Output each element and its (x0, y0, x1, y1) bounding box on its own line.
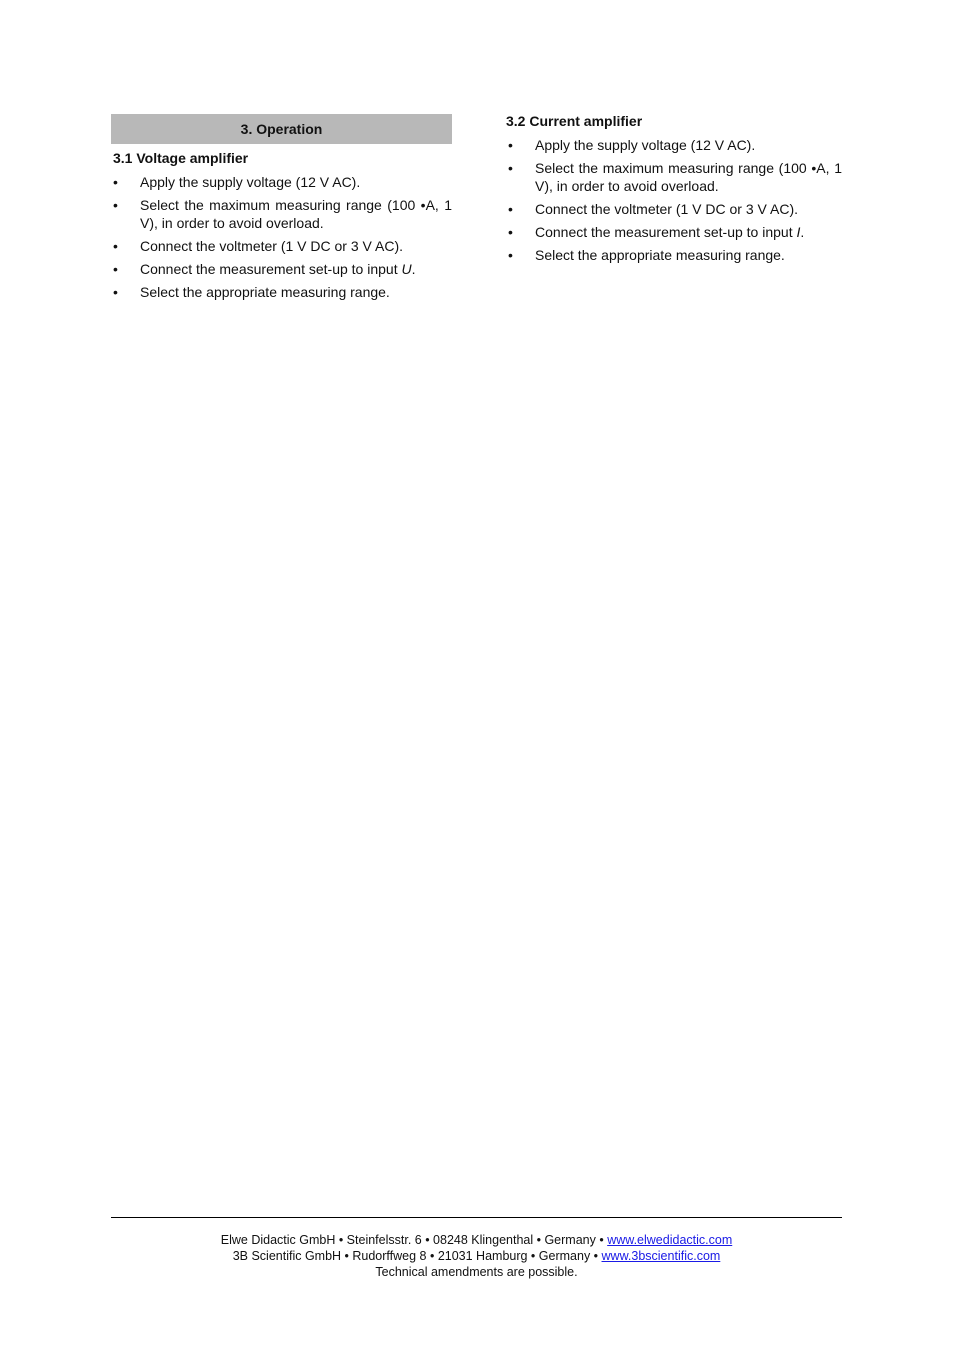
list-item: • Apply the supply voltage (12 V AC). (506, 136, 842, 154)
list-item: • Select the maximum measuring range (100 •A, 1 V), in order to avoid overload. (506, 159, 842, 195)
list-item: • Apply the supply voltage (12 V AC). (111, 173, 452, 191)
list-item: • Select the appropriate measuring range. (111, 283, 452, 301)
input-variable: I (796, 224, 801, 240)
left-column (111, 114, 452, 306)
3b-website-link[interactable]: www.3bscientific.com (601, 1249, 721, 1263)
right-column (506, 112, 842, 269)
footer (111, 1232, 842, 1280)
footer-divider (111, 1217, 842, 1218)
footer-line-elwe: Elwe Didactic GmbH • Steinfelsstr. 6 • 08248 Klingenthal • Germany • www.elwedidactic.com (220, 1233, 733, 1247)
elwe-website-link[interactable]: www.elwedidactic.com (607, 1233, 733, 1247)
voltage-steps-list (111, 173, 452, 301)
footer-line-3b: 3B Scientific GmbH • Rudorffweg 8 • 21031 Hamburg • Germany • www.3bscientific.com (232, 1249, 721, 1263)
list-item: • Select the appropriate measuring range. (506, 246, 842, 264)
list-item: • Connect the voltmeter (1 V DC or 3 V AC). (506, 200, 842, 218)
section-title-operation: 3. Operation (111, 114, 452, 144)
list-item: • Select the maximum measuring range (100 •A, 1 V), in order to avoid overload. (111, 196, 452, 232)
list-item: • Connect the measurement set-up to input U. (111, 260, 452, 278)
voltage-amplifier-heading: 3.1 Voltage amplifier (113, 150, 249, 166)
input-variable: U (401, 261, 412, 277)
list-item: • Connect the measurement set-up to input I. (506, 223, 842, 241)
footer-disclaimer: Technical amendments are possible. (375, 1265, 578, 1279)
current-amplifier-heading: 3.2 Current amplifier (506, 113, 643, 129)
list-item: • Connect the voltmeter (1 V DC or 3 V AC). (111, 237, 452, 255)
current-steps-list (506, 136, 842, 264)
